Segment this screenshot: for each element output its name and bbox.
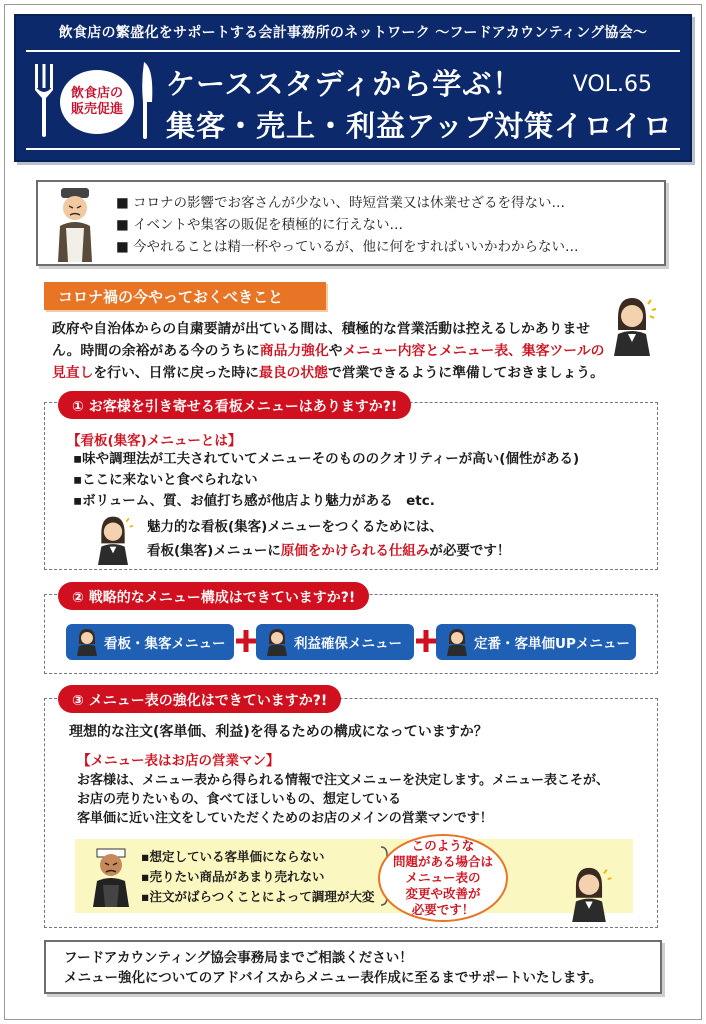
- signature-menu-tip: [147, 515, 510, 563]
- intro-highlight: メニュー内容とメニュー表、集客ツールの見直し: [52, 343, 605, 381]
- menu-table-body: [77, 771, 637, 828]
- bubble-text: [393, 838, 493, 918]
- header-tagline: 飲食店の繁盛化をサポートする会計事務所のネットワーク 〜フードアカウンティング協会〜: [58, 25, 648, 41]
- advisor-woman-icon: [74, 628, 100, 656]
- section-2-title: ② 戦略的なメニュー構成はできていますか?!: [58, 582, 369, 610]
- menu-table-question: 理想的な注文(客単価、利益)を得るための構成になっていますか？: [69, 724, 488, 740]
- signature-menu-list: [73, 449, 579, 512]
- bubble-line: 必要です！: [411, 902, 475, 917]
- intro-highlight: 最良の状態: [258, 365, 328, 381]
- badge-line-2: 販売促進: [70, 102, 123, 117]
- problem-item: ■ 今やれることは精一杯やっているが、他に何をすればいいかわからない…: [116, 239, 579, 255]
- contact-footer: [44, 940, 662, 994]
- bubble-line: メニュー表の: [405, 870, 481, 885]
- advisor-woman-icon: [264, 628, 290, 656]
- fork-icon: [34, 64, 54, 138]
- intro-paragraph: [52, 318, 612, 384]
- issues-list: [141, 847, 374, 907]
- tip-highlight: 原価をかけられる仕組み: [280, 543, 430, 559]
- issues-panel: [75, 839, 633, 913]
- section-1-title: ① お客様を引き寄せる看板メニューはありますか?!: [58, 391, 411, 419]
- header: [14, 14, 692, 162]
- worried-chef-icon: [52, 186, 98, 262]
- chip-label: 看板・集客メニュー: [104, 636, 226, 652]
- advisor-woman-icon: [566, 866, 612, 922]
- tip-text: が必要です！: [429, 543, 511, 559]
- problem-item: ■ コロナの影響でお客さんが少ない、時短営業又は休業せざるを得ない…: [116, 195, 566, 211]
- chip-upsell-menu: [436, 624, 636, 660]
- section-3-title: ③ メニュー表の強化はできていますか?!: [58, 685, 341, 713]
- header-rule-top: [26, 50, 680, 52]
- problem-box: [36, 180, 666, 266]
- problem-list: [116, 192, 579, 258]
- intro-text: で営業できるように準備しておきましょう。: [327, 365, 604, 381]
- list-item: ▪ここに来ないと食べられない: [73, 472, 258, 488]
- plus-icon: [416, 626, 436, 656]
- issue-item: ▪想定している客単価にならない: [141, 849, 325, 864]
- list-item: ▪味や調理法が工夫されていてメニューそのもののクオリティーが高い(個性がある): [73, 451, 580, 467]
- tip-line: [147, 539, 510, 563]
- bubble-line: 変更や改善が: [405, 886, 481, 901]
- sales-promotion-badge: [60, 70, 134, 134]
- worried-man-icon: [89, 845, 133, 907]
- chip-label: 利益確保メニュー: [294, 636, 402, 652]
- intro-text: を行い、日常に戻った時に: [93, 365, 259, 381]
- list-item: ▪ボリューム、質、お値打ち感が他店より魅力がある etc.: [73, 493, 435, 509]
- tip-text: 看板(集客)メニューに: [147, 543, 281, 559]
- body-line: お客様は、メニュー表から得られる情報で注文メニューを決定します。メニュー表こそが、: [77, 773, 609, 788]
- badge-line-1: 飲食店の: [70, 85, 123, 101]
- problem-item: ■ イベントや集客の販促を積極的に行えない…: [116, 217, 404, 233]
- body-line: お店の売りたいもの、食べてほしいもの、想定している: [77, 792, 401, 807]
- volume-number: VOL.65: [572, 72, 652, 97]
- section-signature-menu: [44, 402, 658, 570]
- intro-text: や: [328, 343, 343, 359]
- advisor-woman-icon: [608, 296, 656, 356]
- bubble-line: 問題がある場合は: [392, 854, 493, 869]
- section-banner: コロナ禍の今やっておくべきこと: [44, 282, 326, 310]
- footer-line: フードアカウンティング協会事務局までご相談ください！: [64, 950, 413, 966]
- footer-line: メニュー強化についてのアドバイスからメニュー表作成に至るまでサポートいたします。: [64, 970, 603, 986]
- signature-menu-heading: 【看板(集客)メニューとは】: [67, 433, 242, 449]
- intro-highlight: 商品力強化: [259, 343, 329, 359]
- title-line-1: ケーススタディから学ぶ！: [166, 67, 523, 101]
- advisor-woman-icon: [444, 628, 470, 656]
- advisor-woman-icon: [91, 515, 135, 565]
- knife-icon: [138, 62, 154, 140]
- title-line-2: 集客・売上・利益アップ対策イロイロ: [166, 109, 674, 143]
- issue-item: ▪売りたい商品があまり売れない: [141, 869, 325, 884]
- issue-item: ▪注文がばらつくことによって調理が大変: [141, 889, 375, 904]
- tip-line: 魅力的な看板(集客)メニューをつくるためには、: [147, 519, 443, 535]
- chip-signature-menu: [66, 624, 234, 660]
- chip-profit-menu: [256, 624, 414, 660]
- menu-table-heading: 【メニュー表はお店の営業マン】: [77, 753, 280, 769]
- header-rule-bottom: [26, 148, 680, 150]
- chip-label: 定番・客単価UPメニュー: [474, 636, 630, 652]
- body-line: 客単価に近い注文をしていただくためのお店のメインの営業マンです！: [77, 811, 493, 826]
- advice-bubble: [378, 834, 508, 922]
- intro-text: 政府や自治体からの自粛要請が出ている間は、積極的な営業活動は控えるしかありません。時間の余裕がある今のうちに: [52, 321, 591, 359]
- plus-icon: [236, 626, 256, 656]
- bubble-line: このような: [411, 838, 475, 853]
